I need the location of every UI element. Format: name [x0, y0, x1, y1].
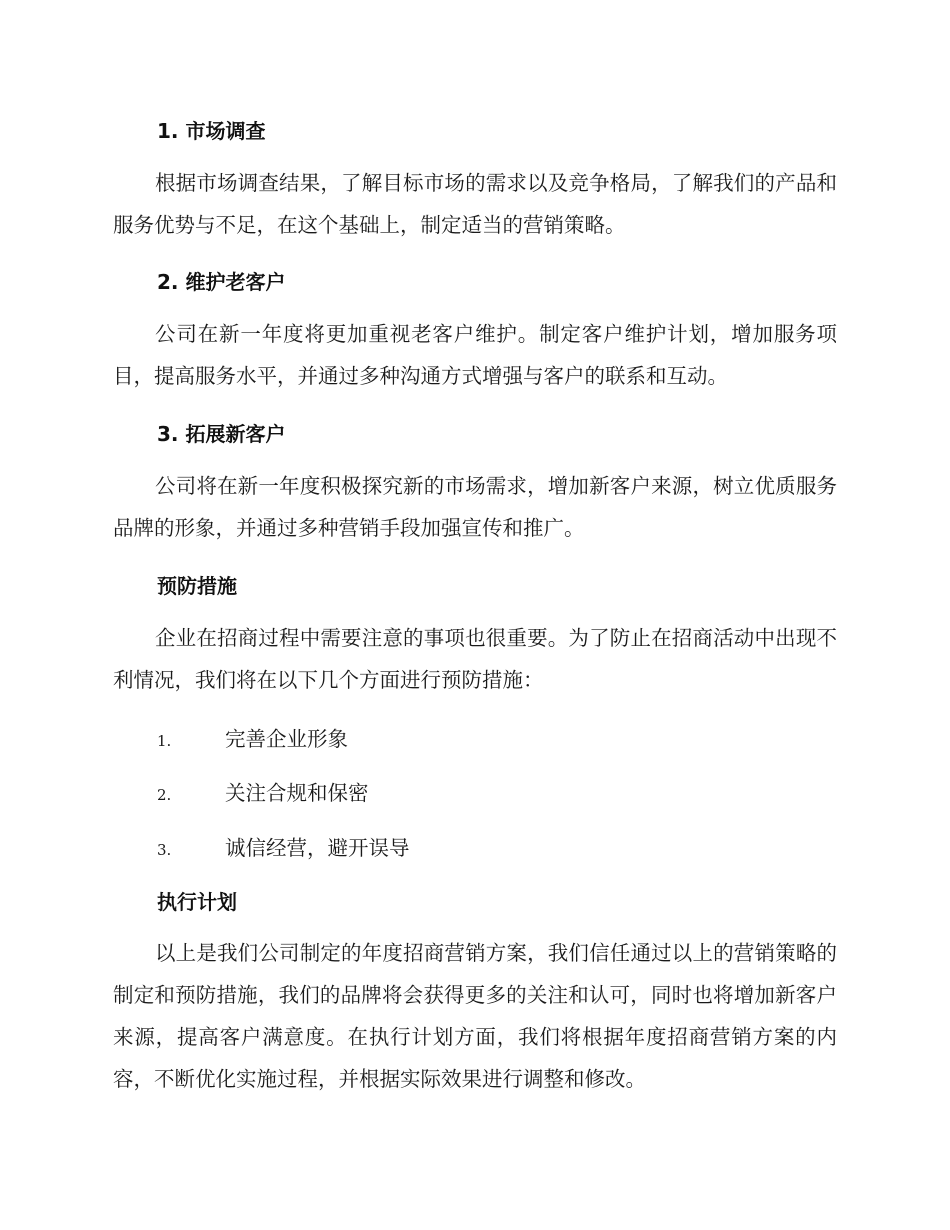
paragraph-prevention: 企业在招商过程中需要注意的事项也很重要。为了防止在招商活动中出现不利情况，我们将在以下几个方面进行预防措施： — [113, 626, 837, 692]
list-item — [157, 831, 410, 861]
paragraph-retain-customers: 公司在新一年度将更加重视老客户维护。制定客户维护计划，增加服务项目，提高服务水平，并通过多种沟通方式增强与客户的联系和互动。 — [113, 322, 837, 388]
list-item — [157, 722, 348, 752]
list-item-text: 完善企业形象 — [225, 727, 348, 751]
section-heading-market-research: 1. 市场调查 — [157, 119, 266, 143]
list-item-text: 诚信经营，避开误导 — [225, 836, 410, 860]
section-heading-prevention: 预防措施 — [157, 574, 237, 598]
paragraph-market-research: 根据市场调查结果，了解目标市场的需求以及竞争格局，了解我们的产品和服务优势与不足，在这个基础上，制定适当的营销策略。 — [113, 171, 837, 237]
list-item-number: 2. — [157, 786, 172, 804]
list-item — [157, 776, 369, 806]
paragraph-execution-plan: 以上是我们公司制定的年度招商营销方案，我们信任通过以上的营销策略的制定和预防措施，我们的品牌将会获得更多的关注和认可，同时也将增加新客户来源，提高客户满意度。在执行计划方面，我们将根据年度招商营销方案的内容，不断优化实施过程，并根据实际效果进行调整和修改。 — [113, 941, 837, 1091]
paragraph-new-customers: 公司将在新一年度积极探究新的市场需求，增加新客户来源，树立优质服务品牌的形象，并通过多种营销手段加强宣传和推广。 — [113, 474, 837, 540]
list-item-number: 3. — [157, 841, 172, 859]
section-heading-new-customers: 3. 拓展新客户 — [157, 422, 286, 446]
list-item-text: 关注合规和保密 — [225, 781, 369, 805]
section-heading-execution-plan: 执行计划 — [157, 890, 237, 914]
list-item-number: 1. — [157, 732, 172, 750]
section-heading-retain-customers: 2. 维护老客户 — [157, 270, 286, 294]
